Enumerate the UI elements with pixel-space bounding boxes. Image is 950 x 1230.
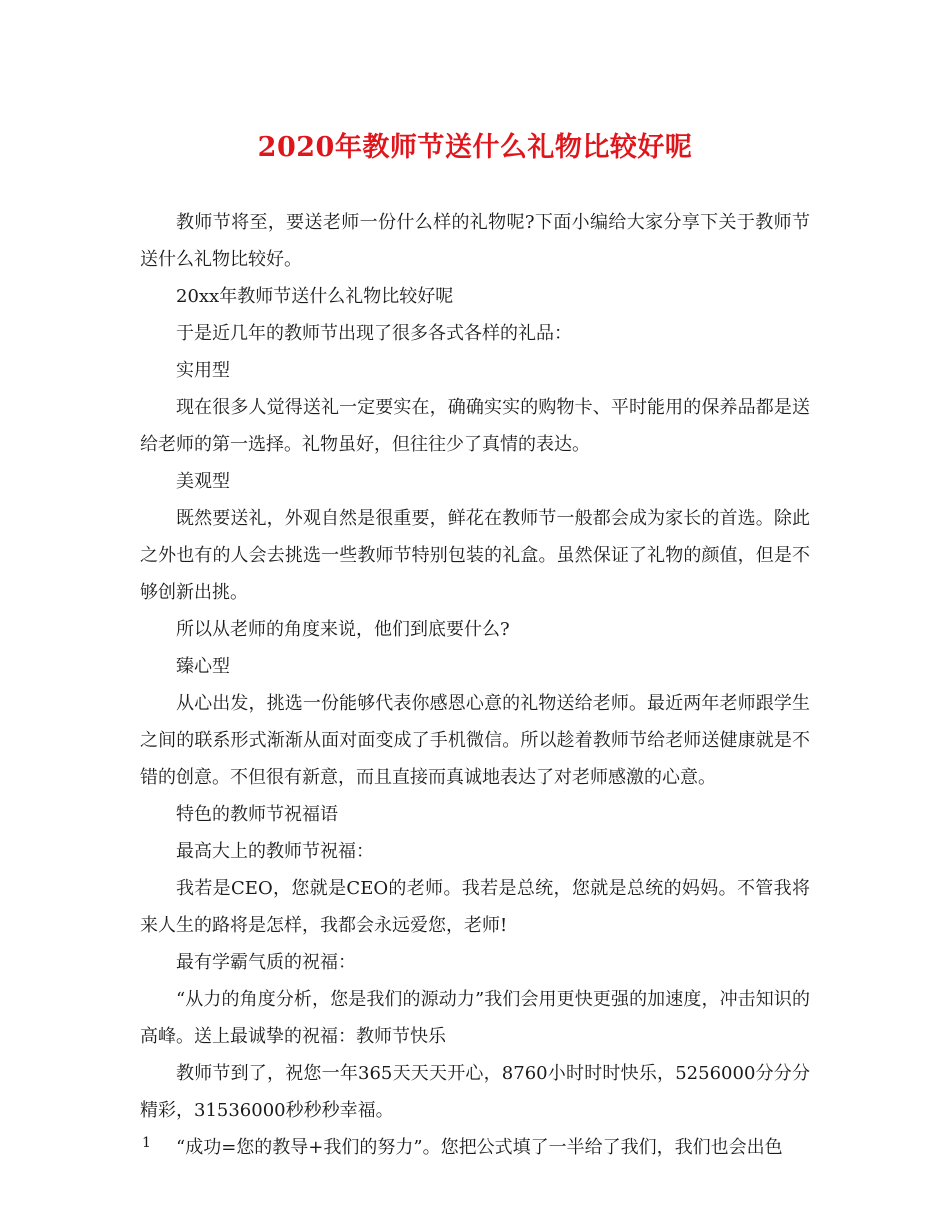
paragraph: 现在很多人觉得送礼一定要实在，确确实实的购物卡、平时能用的保养品都是送给老师的第一选择。礼物虽好，但往往少了真情的表达。	[140, 397, 810, 455]
paragraph: 所以从老师的角度来说，他们到底要什么?	[176, 619, 510, 640]
page-number: 1	[142, 1135, 151, 1151]
paragraph: “成功=您的教导+我们的努力”。您把公式填了一半给了我们，我们也会出色	[176, 1137, 783, 1158]
section-heading: 实用型	[176, 360, 230, 381]
paragraph: 教师节到了，祝您一年365天天天开心，8760小时时时快乐，5256000分分分精彩，31536000秒秒秒幸福。	[140, 1063, 810, 1121]
paragraph: 教师节将至，要送老师一份什么样的礼物呢?下面小编给大家分享下关于教师节送什么礼物比较好。	[140, 212, 810, 270]
document-body	[140, 204, 810, 1166]
section-heading: 特色的教师节祝福语	[176, 804, 338, 825]
section-heading: 美观型	[176, 471, 230, 492]
paragraph: 最有学霸气质的祝福：	[176, 952, 356, 973]
paragraph: 于是近几年的教师节出现了很多各式各样的礼品：	[176, 323, 572, 344]
paragraph: “从力的角度分析，您是我们的源动力”我们会用更快更强的加速度，冲击知识的高峰。送上最诚挚的祝福：教师节快乐	[140, 989, 810, 1047]
paragraph: 从心出发，挑选一份能够代表你感恩心意的礼物送给老师。最近两年老师跟学生之间的联系形式渐渐从面对面变成了手机微信。所以趁着教师节给老师送健康就是不错的创意。不但很有新意，而且直接而真诚地表达了对老师感激的心意。	[140, 693, 810, 788]
section-heading: 臻心型	[176, 656, 230, 677]
paragraph: 20xx年教师节送什么礼物比较好呢	[176, 286, 454, 307]
paragraph: 我若是CEO，您就是CEO的老师。我若是总统，您就是总统的妈妈。不管我将来人生的路将是怎样，我都会永远爱您，老师!	[140, 878, 810, 936]
paragraph: 既然要送礼，外观自然是很重要，鲜花在教师节一般都会成为家长的首选。除此之外也有的人会去挑选一些教师节特别包装的礼盒。虽然保证了礼物的颜值，但是不够创新出挑。	[140, 508, 810, 603]
paragraph: 最高大上的教师节祝福：	[176, 841, 374, 862]
document-title: 2020年教师节送什么礼物比较好呢	[257, 132, 693, 163]
